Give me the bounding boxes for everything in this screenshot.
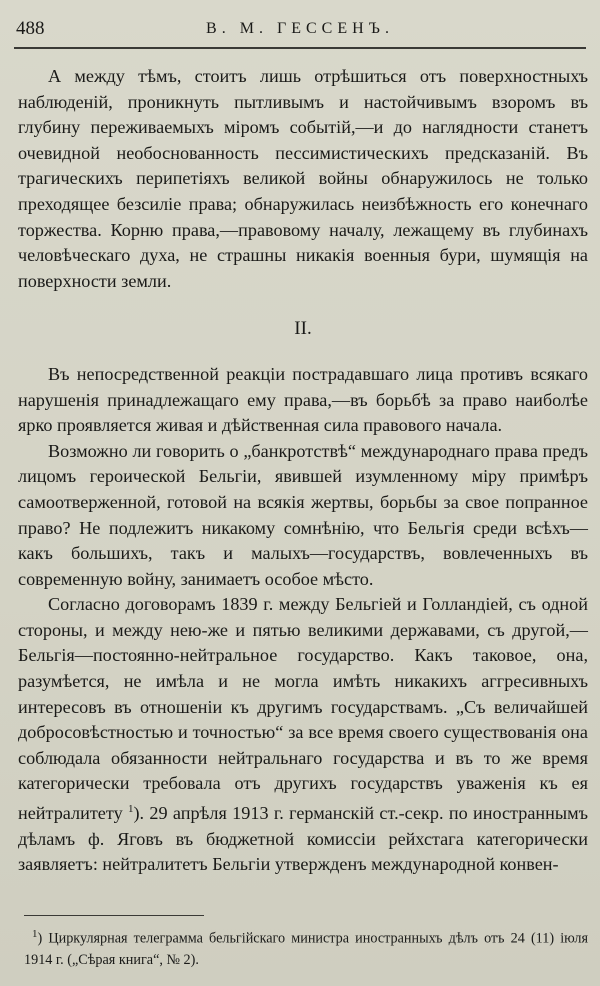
footnote-mark: 1 <box>32 928 38 940</box>
footnote <box>24 924 588 971</box>
footnote-reference[interactable]: 1 <box>127 803 134 816</box>
page-header <box>16 18 584 48</box>
paragraph-3: Возможно ли говорить о „банкротствѣ“ международнаго права предъ лицомъ героической Бельгіи, явившей изумленному міру примѣръ самоотверженной, готовой на всякія жертвы, борьбы за свое попранное право? Не подлежитъ никакому сомнѣнію, что Бельгія среди всѣхъ—какъ большихъ, такъ и малыхъ—государствъ, вовлеченныхъ въ современную войну, занимаетъ особое мѣсто. <box>18 440 588 589</box>
paragraph-4-part-1: Согласно договорамъ 1839 г. между Бельгіей и Голландіей, съ одной стороны, и между нею-же и пятью великими державами, съ другой,—Бельгія—постоянно-нейтральное государство. Какъ таковое, она, разумѣется, не имѣла и не могла имѣть никакихъ аггресивныхъ интересовъ въ отношеніи къ другимъ государствамъ. „Съ величайшей добросовѣстностью и точностью“ за все время своего существованія она соблюдала обязанности нейтральнаго государства и въ то же время категорически требовала отъ другихъ государствъ уваженія къ ея нейтралитету <box>18 594 588 824</box>
main-text <box>18 64 588 878</box>
paragraph-4 <box>18 592 588 878</box>
paragraph-1: А между тѣмъ, стоитъ лишь отрѣшиться отъ поверхностныхъ наблюденій, проникнуть пытливымъ и настойчивымъ взоромъ въ глубину переживаемыхъ міромъ событій,—и до наглядности станетъ очевидной необоснованность пессимистическихъ предсказаній. Въ трагическихъ перипетіяхъ великой войны обнаружилось не только преходящее безсиліе права; обнаружилась неизбѣжность его конечнаго торжества. Корню права,—правовому началу, лежащему въ глубинахъ человѣческаго духа, не страшны никакія военныя бури, шумящія на поверхности земли. <box>18 66 588 291</box>
paragraph-2: Въ непосредственной реакціи пострадавшаго лица противъ всякаго нарушенія принадлежащаго ему права,—въ борьбѣ за право наиболѣе ярко проявляется живая и дѣйственная сила правового начала. <box>18 363 588 436</box>
running-head: В. М. ГЕССЕНЪ. <box>206 20 394 37</box>
paragraph-4-part-2: ). 29 апрѣля 1913 г. германскій ст.-секр. по иностраннымъ дѣламъ ф. Яговъ въ бюджетной комиссіи рейхстага категорически заявляетъ: нейтралитетъ Бельгіи утвержденъ международной конвен- <box>18 803 588 875</box>
header-rule <box>14 47 586 49</box>
section-heading: II. <box>294 318 312 340</box>
footnote-rule <box>24 915 204 916</box>
footnote-text: ) Циркулярная телеграмма бельгійскаго министра иностранныхъ дѣлъ отъ 24 (11) іюля 1914 г. („Сѣрая книга“, № 2). <box>24 930 588 968</box>
page-number: 488 <box>16 18 45 39</box>
